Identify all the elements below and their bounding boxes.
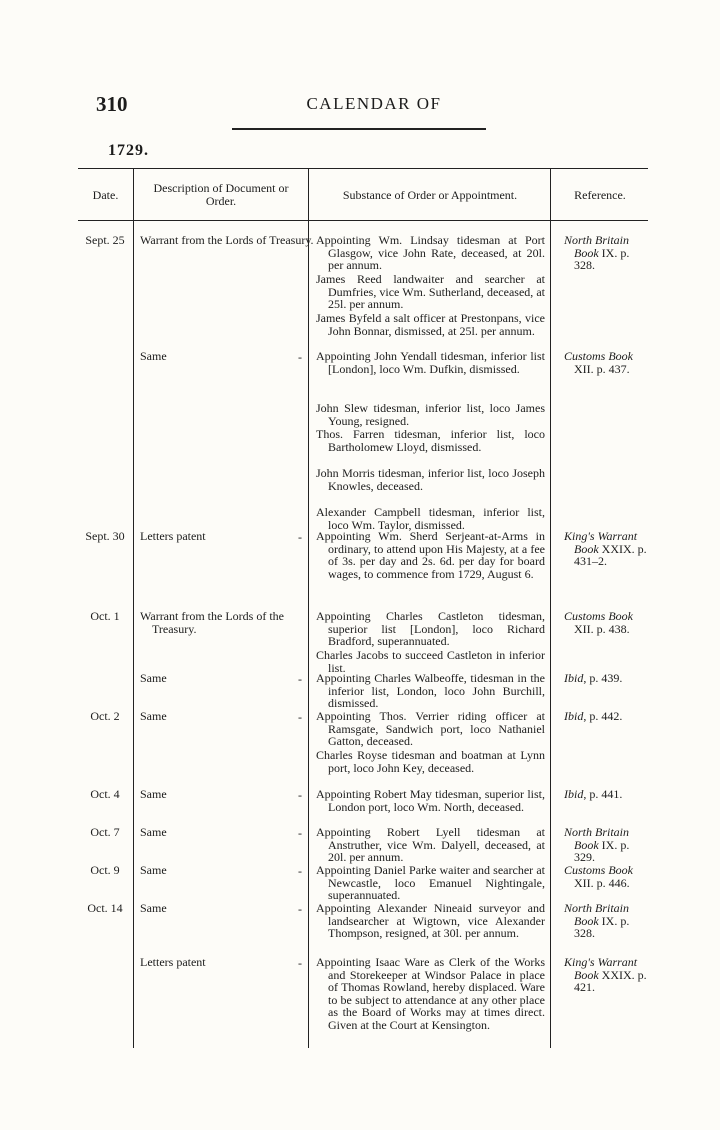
header-rule	[232, 128, 486, 130]
entry-date: Oct. 14	[87, 901, 123, 915]
reference-page: XXIX. p. 421.	[574, 967, 647, 995]
entry-reference	[564, 610, 648, 635]
entry-substance: Appointing Wm. Lindsay tidesman at Port Glasgow, vice John Rate, deceased, at 20l. per annum.	[316, 233, 545, 273]
entry-substance: James Reed landwaiter and searcher at Dumfries, vice Wm. Sutherland, deceased, at 25l. per annum.	[316, 272, 545, 312]
entry-description: Same	[140, 825, 167, 839]
leader-dash: -	[298, 956, 302, 970]
reference-book: Ibid	[564, 671, 584, 685]
entry-reference	[564, 956, 648, 994]
entry-description: Letters patent	[140, 955, 206, 969]
reference-book: Customs Book	[564, 349, 633, 363]
reference-book: North Britain Book	[564, 825, 630, 852]
leader-dash: -	[298, 826, 302, 840]
entry-substance: Charles Royse tidesman and boatman at Lynn port, loco John Key, deceased.	[316, 748, 545, 775]
entry-description: Same	[140, 671, 167, 685]
entry-reference	[564, 672, 648, 685]
year-heading: 1729.	[108, 142, 149, 159]
entry-date: Oct. 2	[90, 709, 120, 723]
entry-date: Oct. 4	[90, 787, 120, 801]
header-substance: Substance of Order or Appointment.	[342, 187, 518, 202]
entry-substance: Thos. Farren tidesman, inferior list, loco Bartholomew Lloyd, dismissed.	[316, 427, 545, 454]
reference-page: XII. p. 438.	[574, 621, 630, 636]
reference-book: Customs Book	[564, 863, 633, 877]
entry-substance: Appointing John Yendall tidesman, inferior list [London], loco Wm. Dufkin, dismissed.	[316, 349, 545, 376]
column-divider	[308, 168, 309, 1048]
reference-book: Customs Book	[564, 609, 633, 623]
entry-reference	[564, 530, 648, 568]
reference-book: Ibid	[564, 709, 584, 723]
entry-description: Same	[140, 349, 167, 363]
entry-description: Same	[140, 901, 167, 915]
entry-reference	[564, 826, 648, 864]
entry-substance: Charles Jacobs to succeed Castleton in inferior list.	[316, 648, 545, 675]
reference-page: XII. p. 437.	[574, 361, 630, 376]
leader-dash: -	[298, 788, 302, 802]
page-number: 310	[96, 92, 128, 116]
header-reference: Reference.	[574, 187, 626, 202]
leader-dash: -	[298, 350, 302, 364]
entry-date: Oct. 7	[90, 825, 120, 839]
leader-dash: -	[298, 864, 302, 878]
entry-substance: Appointing Thos. Verrier riding officer at Ramsgate, Sandwich port, loco Nathaniel Gatton, deceased.	[316, 709, 545, 749]
entry-reference	[564, 350, 648, 375]
entry-substance: Appointing Charles Castleton tidesman, superior list [London], loco Richard Bradford, superannuated.	[316, 609, 545, 649]
header-date: Date.	[92, 187, 119, 202]
entry-substance: Appointing Charles Walbeoffe, tidesman in the inferior list, London, loco John Burchill, dismissed.	[316, 671, 545, 711]
entry-date: Oct. 9	[90, 863, 120, 877]
entry-date: Sept. 25	[85, 233, 125, 247]
entry-description: Same	[140, 863, 167, 877]
entry-reference	[564, 234, 648, 272]
entry-reference	[564, 864, 648, 889]
reference-book: North Britain Book	[564, 233, 630, 260]
entry-date: Sept. 30	[85, 529, 125, 543]
entry-substance: John Morris tidesman, inferior list, loco Joseph Knowles, deceased.	[316, 466, 545, 493]
column-divider	[133, 168, 134, 1048]
entry-reference	[564, 788, 648, 801]
reference-book: North Britain Book	[564, 901, 630, 928]
entry-description: Warrant from the Lords of the Treasury.	[140, 609, 284, 636]
entry-substance: Appointing Robert May tidesman, superior list, London port, loco Wm. North, deceased.	[316, 787, 545, 814]
entry-description: Letters patent	[140, 529, 206, 543]
table-header-rule	[78, 220, 648, 221]
reference-book: Ibid	[564, 787, 584, 801]
reference-page: , p. 441.	[583, 787, 623, 801]
reference-page: , p. 442.	[583, 709, 623, 723]
table-top-rule	[78, 168, 648, 169]
entry-description: Warrant from the Lords of Treasury.	[140, 233, 314, 247]
entry-substance: James Byfeld a salt officer at Prestonpans, vice John Bonnar, dismissed, at 25l. per annum.	[316, 311, 545, 338]
entry-substance: Appointing Alexander Nineaid surveyor and landsearcher at Wigtown, vice Alexander Thompson, resigned, at 30l. per annum.	[316, 901, 545, 941]
leader-dash: -	[298, 530, 302, 544]
leader-dash: -	[298, 902, 302, 916]
entry-substance: Appointing Daniel Parke waiter and searcher at Newcastle, loco Emanuel Nightingale, superannuated.	[316, 863, 545, 903]
running-title: CALENDAR OF	[306, 94, 442, 113]
reference-page: , p. 439.	[583, 671, 623, 685]
entry-substance: Appointing Robert Lyell tidesman at Anstruther, vice Wm. Dalyell, deceased, at 20l. per annum.	[316, 825, 545, 865]
entry-description: Same	[140, 787, 167, 801]
entry-substance: Appointing Isaac Ware as Clerk of the Works and Storekeeper at Windsor Palace in place of Thomas Rowland, hereby displaced. Ware to be subject to attendance at any other place as the Board of Works may at times direct. Given at the Court at Kensington.	[316, 955, 545, 1032]
reference-page: XXIX. p. 431–2.	[574, 541, 647, 569]
column-divider	[550, 168, 551, 1048]
leader-dash: -	[298, 672, 302, 686]
header-description: Description of Document or Order.	[153, 181, 289, 208]
reference-page: XII. p. 446.	[574, 875, 630, 890]
reference-book: King's Warrant Book	[564, 955, 638, 982]
entry-reference	[564, 710, 648, 723]
entry-substance: John Slew tidesman, inferior list, loco James Young, resigned.	[316, 401, 545, 428]
entry-substance: Appointing Wm. Sherd Serjeant-at-Arms in ordinary, to attend upon His Majesty, at a fee of 3s. per day and 2s. 6d. per day for board wages, to commence from 1729, August 6.	[316, 529, 545, 581]
entry-reference	[564, 902, 648, 940]
reference-page: IX. p. 328.	[574, 913, 630, 941]
reference-book: King's Warrant Book	[564, 529, 638, 556]
reference-page: IX. p. 328.	[574, 245, 630, 273]
entry-substance: Alexander Campbell tidesman, inferior list, loco Wm. Taylor, dismissed.	[316, 505, 545, 532]
reference-page: IX. p. 329.	[574, 837, 630, 865]
entry-date: Oct. 1	[90, 609, 120, 623]
leader-dash: -	[298, 710, 302, 724]
entry-description: Same	[140, 709, 167, 723]
